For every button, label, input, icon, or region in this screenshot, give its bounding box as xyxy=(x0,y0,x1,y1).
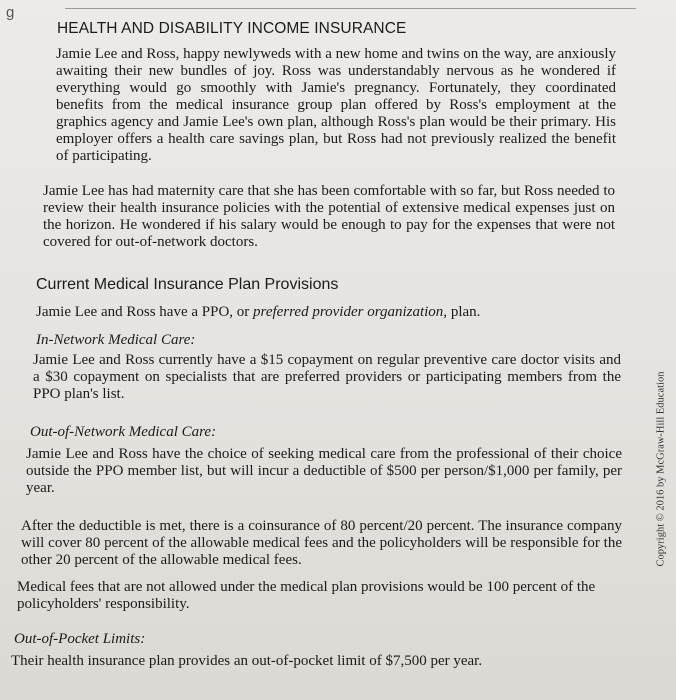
out-network-text: Jamie Lee and Ross have the choice of seeking medical care from the professional of their choice outside the PPO member list, but will incur a deductible of $500 per person/$1,000 per family, per year. xyxy=(26,446,622,496)
in-network-text: Jamie Lee and Ross currently have a $15 copayment on regular preventive care doctor visits and a $30 copayment on specialists that are preferred providers or participating members from the PPO plan's list. xyxy=(33,352,621,402)
page-heading: HEALTH AND DISABILITY INCOME INSURANCE xyxy=(57,20,407,37)
copyright-text: Copyright © 2016 by McGraw-Hill Education xyxy=(655,371,667,567)
page-marker: g xyxy=(6,4,15,21)
not-allowed-text: Medical fees that are not allowed under the medical plan provisions would be 100 percent of the policyholders' responsibility. xyxy=(17,579,596,612)
out-of-pocket-text: Their health insurance plan provides an out-of-pocket limit of $7,500 per year. xyxy=(11,653,483,669)
in-network-label: In-Network Medical Care: xyxy=(36,332,196,348)
plan-intro xyxy=(36,304,596,321)
plan-intro-end: plan. xyxy=(447,304,481,320)
coinsurance-text: After the deductible is met, there is a coinsurance of 80 percent/20 percent. The insurance company will cover 80 percent of the allowable medical fees and the policyholders will be responsible for the other 20 percent of the allowable medical fees. xyxy=(21,518,622,568)
intro-paragraph-2: Jamie Lee has had maternity care that she has been comfortable with so far, but Ross needed to review their health insurance policies with the potential of extensive medical expenses just on the horizon. He wondered if his salary would be enough to pay for the expenses that were not covered for out-of-network doctors. xyxy=(43,183,615,250)
copyright-notice xyxy=(651,345,671,593)
plan-intro-italic: preferred provider organization, xyxy=(253,304,448,320)
out-of-pocket-label: Out-of-Pocket Limits: xyxy=(14,631,146,647)
top-rule xyxy=(65,8,636,9)
plan-intro-text: Jamie Lee and Ross have a PPO, or xyxy=(36,304,254,320)
section-title: Current Medical Insurance Plan Provisions xyxy=(36,276,339,293)
intro-paragraph-1: Jamie Lee and Ross, happy newlyweds with a new home and twins on the way, are anxiously awaiting their new bundles of joy. Ross was understandably nervous as he wondered if everything would go smoothly with Jamie's pregnancy. Fortunately, they coordinated benefits from the medical insurance group plan offered by Ross's employment at the graphics agency and Jamie Lee's own plan, although Ross's plan would be their primary. His employer offers a health care savings plan, but Ross had not previously realized the benefit of participating. xyxy=(56,46,616,164)
out-network-label: Out-of-Network Medical Care: xyxy=(30,424,217,440)
